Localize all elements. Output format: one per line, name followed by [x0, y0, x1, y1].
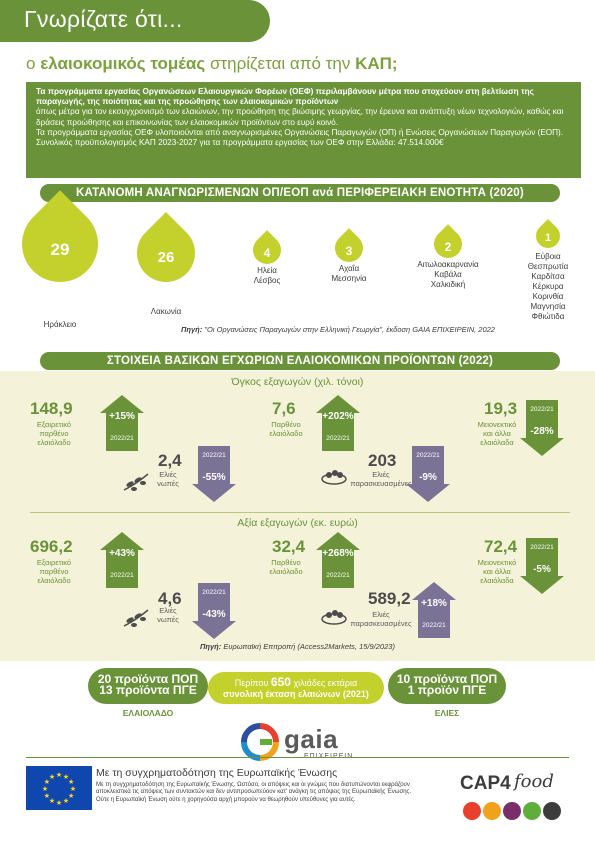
eu-star-icon: ★: [62, 798, 70, 806]
volume-evoo-arrow-up-icon: [100, 395, 144, 451]
value-lampante-label: Μειονεκτικό και άλλα ελαιόλαδα: [477, 558, 517, 585]
drop-count: 3: [345, 244, 353, 258]
volume-virgin-label: Παρθένο ελαιόλαδο: [269, 420, 303, 438]
volume-table-olives-label: Ελιές παρασκευασμένες: [350, 470, 412, 488]
drop-regions: Ηράκλειο: [43, 320, 77, 329]
volume-lampante-value: 19,3: [484, 399, 518, 418]
value-fresh-olives-label: Ελιές νωπές: [157, 606, 179, 624]
eu-star-icon: ★: [55, 800, 63, 807]
volume-table-olives-change: -9%: [419, 472, 437, 483]
volume-lampante-label: Μειονεκτικό και άλλα ελαιόλαδα: [477, 420, 517, 447]
value-lampante-change: -5%: [533, 564, 551, 575]
value-table-olives-value: 589,2: [368, 589, 411, 608]
drop-count: 4: [263, 246, 271, 260]
volume-table-olives-year: 2022/21: [416, 452, 440, 459]
value-fresh-olives-year: 2022/21: [202, 589, 226, 596]
value-lampante-value: 72,4: [484, 537, 518, 556]
value-evoo-year: 2022/21: [110, 572, 134, 579]
volume-table-olives-value: 203: [368, 451, 397, 470]
volume-virgin-arrow-up-icon: [316, 395, 360, 451]
olives-caption: ΕΛΙΕΣ: [434, 708, 460, 718]
volume-fresh-olives-change: -55%: [202, 472, 226, 483]
distribution-title: ΚΑΤΑΝΟΜΗ ΑΝΑΓΝΩΡΙΣΜΕΝΩΝ ΟΠ/ΕΟΠ ανά ΠΕΡΙΦΕΡΕΙΑΚΗ ΕΝΟΤΗΤΑ (2020): [40, 184, 560, 202]
value-table-olives-arrow-up-icon: [412, 582, 456, 638]
volume-virgin-change: +202%: [322, 411, 354, 422]
eu-cofunding-title: Με τη συγχρηματοδότηση της Ευρωπαϊκής Ένωσης: [96, 767, 338, 779]
cap4food-logo-main: CAP4: [460, 773, 511, 794]
intro-text-3: Συνολικός προϋπολογισμός ΚΑΠ 2023-2027 για τα προγράμματα εργασίας των ΟΕΦ στην Ελλάδα: 47.514.000€: [36, 138, 444, 148]
volume-fresh-olives-year: 2022/21: [202, 452, 226, 459]
value-lampante-arrow-down-icon: [520, 538, 564, 594]
eu-star-icon: ★: [43, 779, 51, 786]
value-fresh-olives-change: -43%: [202, 609, 226, 620]
value-table-olives-year: 2022/21: [422, 622, 446, 629]
value-evoo-label: Εξαιρετικό παρθένο ελαιόλαδο: [36, 558, 72, 585]
intro-bold-text: Τα προγράμματα εργασίας Οργανώσεων Ελαιουργικών Φορέων (ΟΕΦ) περιλαμβάνουν μέτρα που στοχεύουν στη βελτίωση της παραγωγής, της ποιότητας και της προώθησης των ελαιοκομικών προϊόντων: [36, 87, 534, 107]
olive-branch-icon: [122, 606, 150, 630]
cap4food-logo-script: food: [514, 771, 554, 792]
volume-fresh-olives-arrow-down-icon: [192, 446, 236, 502]
value-virgin-label: Παρθένο ελαιόλαδο: [269, 558, 303, 576]
drop-count: 29: [50, 240, 70, 260]
eu-star-icon: ★: [67, 779, 75, 786]
intro-box: [26, 82, 581, 178]
drop-count: 2: [444, 240, 452, 254]
value-fresh-olives-value: 4,6: [158, 589, 182, 608]
page-subtitle: ο ελαιοκομικός τομέας στηρίζεται από την ΚΑΠ;: [26, 54, 398, 73]
value-fresh-olives-arrow-down-icon: [192, 583, 236, 639]
eu-star-icon: ★: [55, 772, 63, 779]
eu-star-icon: ★: [48, 798, 56, 806]
value-evoo-arrow-up-icon: [100, 532, 144, 588]
volume-evoo-value: 148,9: [30, 399, 73, 418]
olive-branch-icon: [122, 470, 150, 494]
intro-text-2: Τα προγράμματα εργασίας ΟΕΦ υλοποιούνται από αναγνωρισμένες Οργανώσεις Παραγωγών (ΟΠ) ή Ενώσεις Οργανώσεων Παραγωγών (ΕΟΠ).: [36, 127, 564, 137]
drop-regions: Λακωνία: [150, 307, 182, 316]
drop-regions: Εύβοια Θεσπρωτία Καρδίτσα Κέρκυρα Κορινθία Μαγνησία Φθιώτιδα: [527, 252, 569, 321]
gaia-logo-icon: [240, 722, 280, 762]
value-virgin-value: 32,4: [272, 537, 306, 556]
volume-lampante-change: -28%: [530, 426, 554, 437]
drop-regions: Αιτωλοακαρνανία Καβάλα Χαλκιδική: [417, 260, 479, 289]
volume-table-olives-arrow-down-icon: [406, 446, 450, 502]
volume-evoo-change: +15%: [109, 411, 135, 422]
olives-summary: 10 προϊόντα ΠΟΠ 1 προϊόν ΠΓΕ: [388, 668, 506, 704]
exports-divider: [30, 512, 570, 513]
value-evoo-change: +43%: [109, 548, 135, 559]
value-virgin-year: 2022/21: [326, 572, 350, 579]
value-table-olives-label: Ελιές παρασκευασμένες: [350, 610, 412, 628]
exports-title: ΣΤΟΙΧΕΙΑ ΒΑΣΙΚΩΝ ΕΓΧΩΡΙΩΝ ΕΛΑΙΟΚΟΜΙΚΩΝ ΠΡΟΪΟΝΤΩΝ (2022): [40, 352, 560, 370]
distribution-source: Πηγή: "Οι Οργανώσεις Παραγωγών στην Ελληνική Γεωργία", έκδοση GAIA ΕΠΙΧΕΙΡΕΙΝ, 2022: [181, 325, 495, 334]
volume-lampante-arrow-down-icon: [520, 400, 564, 456]
gaia-logo-text: gaia: [284, 724, 339, 754]
olive-bowl-icon: [320, 603, 348, 627]
drop-regions: Αχαΐα Μεσσηνία: [331, 264, 367, 283]
volume-virgin-year: 2022/21: [326, 435, 350, 442]
exports-source: Πηγή: Ευρωπαϊκή Επιτροπή (Access2Markets, 15/9/2023): [200, 642, 395, 651]
eu-star-icon: ★: [41, 786, 49, 793]
volume-virgin-value: 7,6: [272, 399, 296, 418]
eu-star-icon: ★: [69, 786, 77, 793]
volume-title: Όγκος εξαγωγών (χιλ. τόνοι): [231, 376, 364, 388]
olive-oil-summary: 20 προϊόντα ΠΟΠ 13 προϊόντα ΠΓΕ: [88, 668, 208, 704]
drop-regions: Ηλεία Λέσβος: [253, 266, 281, 285]
cap4food-icons: [462, 800, 572, 822]
eu-star-icon: ★: [48, 773, 56, 781]
drop-count: 1: [544, 232, 552, 245]
volume-evoo-year: 2022/21: [110, 435, 134, 442]
volume-fresh-olives-value: 2,4: [158, 451, 182, 470]
eu-star-icon: ★: [43, 793, 51, 800]
value-virgin-arrow-up-icon: [316, 532, 360, 588]
olive-bowl-icon: [320, 463, 348, 487]
olive-oil-caption: ΕΛΑΙΟΛΑΔΟ: [122, 708, 174, 718]
eu-flag-icon: [26, 766, 92, 810]
volume-lampante-year: 2022/21: [530, 406, 554, 413]
value-virgin-change: +268%: [322, 548, 354, 559]
drop-count: 26: [157, 249, 175, 267]
footer-divider: [26, 757, 569, 758]
value-lampante-year: 2022/21: [530, 544, 554, 551]
eu-star-icon: ★: [67, 793, 75, 800]
olive-area-summary: Περίπου 650 χιλιάδες εκτάρια συνολική έκταση ελαιώνων (2021): [208, 672, 384, 704]
value-table-olives-change: +18%: [421, 598, 447, 609]
eu-disclaimer: Με τη συγχρηματοδότηση της Ευρωπαϊκής Ένωσης. Ωστόσο, οι απόψεις και οι γνώμες που διατυπώνονται εκφράζουν αποκλειστικά τις απόψεις των συντακτών και δεν αντιπροσωπεύουν κατ' ανάγκη τις απόψεις της Ευρωπαϊκής Ένωσης. Ούτε η Ευρωπαϊκή Ένωση ούτε η χορηγούσα αρχή μπορούν να θεωρηθούν υπεύθυνες για αυτές.: [96, 782, 412, 803]
value-evoo-value: 696,2: [30, 537, 73, 556]
volume-fresh-olives-label: Ελιές νωπές: [157, 470, 179, 488]
page-title: Γνωρίζατε ότι...: [24, 6, 183, 32]
intro-text-1: όπως μέτρα για τον εκσυγχρονισμό των ελαιώνων, την προώθηση της βιώσιμης γεωργίας, την έρευνα και ανάπτυξη νέων τεχνολογιών, καθώς και δράσεις προώθησης και επικοινωνίας των ελαιοκομικών προϊόντων στο ευρύ κοινό.: [36, 107, 564, 127]
volume-evoo-label: Εξαιρετικό παρθένο ελαιόλαδο: [36, 420, 72, 447]
value-title: Αξία εξαγωγών (εκ. ευρώ): [237, 517, 358, 529]
eu-star-icon: ★: [62, 773, 70, 781]
